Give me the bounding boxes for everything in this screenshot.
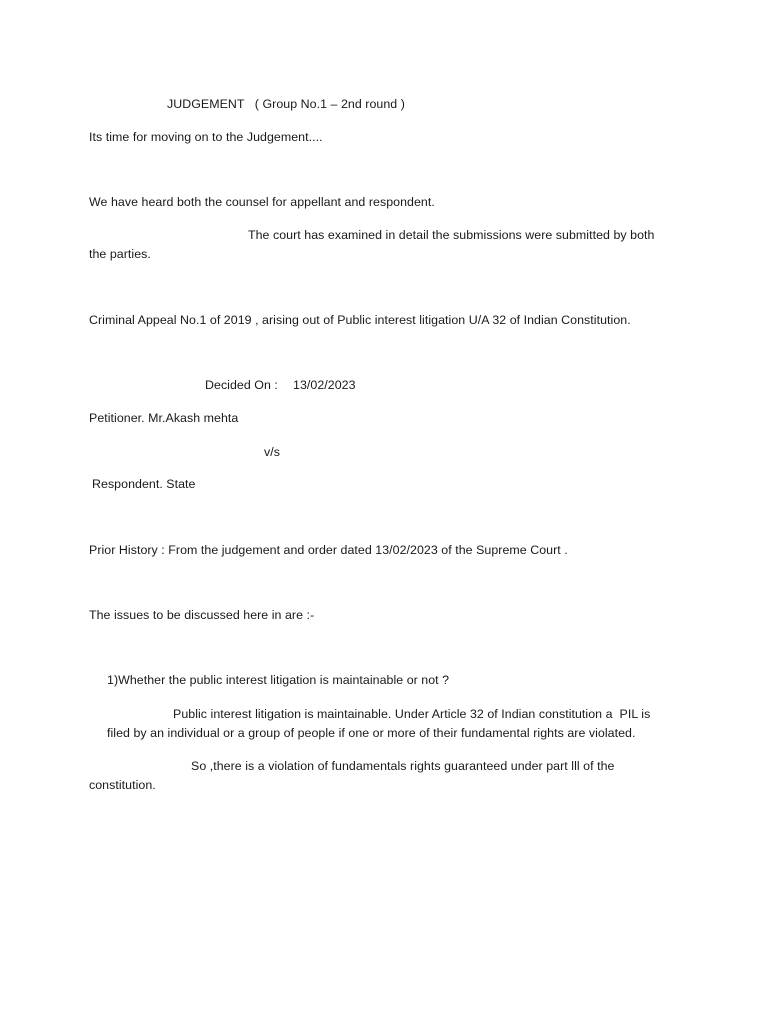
respondent-text: Respondent. State <box>92 477 196 491</box>
issues-intro-text: The issues to be discussed here in are :- <box>89 608 315 622</box>
judgement-heading: JUDGEMENT ( Group No.1 – 2nd round ) <box>167 97 405 111</box>
heard-text: We have heard both the counsel for appellant and respondent. <box>89 195 435 209</box>
appeal-text: Criminal Appeal No.1 of 2019 , arising out of Public interest litigation U/A 32 of Indian Constitution. <box>89 313 631 327</box>
violation-text-line2: constitution. <box>89 778 156 792</box>
versus-text: v/s <box>264 445 280 459</box>
pil-text-line2: filed by an individual or a group of people if one or more of their fundamental rights are violated. <box>107 726 636 740</box>
petitioner-text: Petitioner. Mr.Akash mehta <box>89 411 239 425</box>
examined-text-line1: The court has examined in detail the submissions were submitted by both <box>248 228 655 242</box>
decided-on-date: 13/02/2023 <box>293 378 356 392</box>
pil-text-line1: Public interest litigation is maintainable. Under Article 32 of Indian constitution a PIL is <box>173 707 651 721</box>
intro-text: Its time for moving on to the Judgement.... <box>89 130 323 144</box>
violation-text-line1: So ,there is a violation of fundamentals rights guaranteed under part lll of the <box>191 759 615 773</box>
prior-history-text: Prior History : From the judgement and order dated 13/02/2023 of the Supreme Court . <box>89 543 568 557</box>
decided-on-label: Decided On : <box>205 378 278 392</box>
examined-text-line2: the parties. <box>89 247 151 261</box>
issue-1-text: 1)Whether the public interest litigation is maintainable or not ? <box>107 673 450 687</box>
